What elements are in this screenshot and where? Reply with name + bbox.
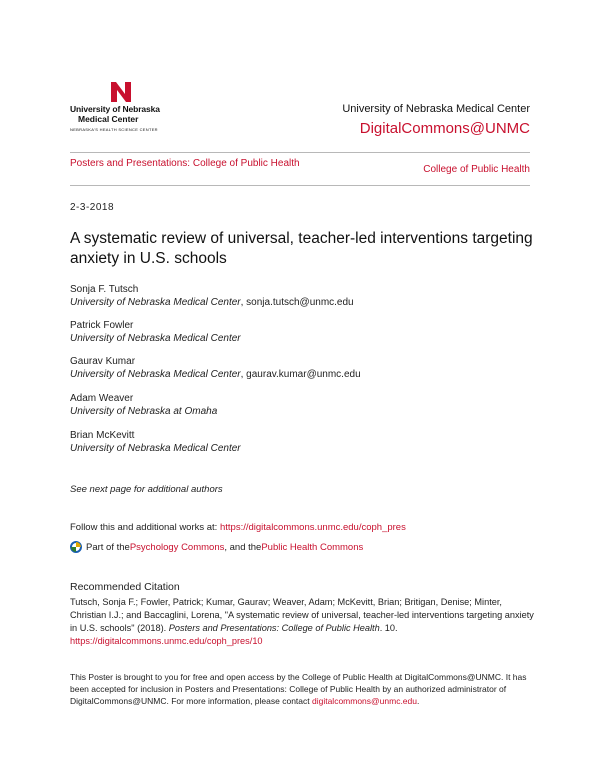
repository-link[interactable]: DigitalCommons@UNMC — [359, 120, 530, 137]
part-of-line — [70, 541, 363, 553]
header-divider — [70, 152, 530, 153]
collections-divider — [70, 185, 530, 186]
access-statement — [70, 671, 540, 707]
author-affiliation: University of Nebraska Medical Center — [70, 443, 241, 454]
author-affiliation: University of Nebraska at Omaha — [70, 406, 218, 417]
author-name: Patrick Fowler — [70, 320, 134, 331]
network-icon — [70, 541, 82, 553]
access-statement-text: This Poster is brought to you for free and open access by the College of Public Health at DigitalCommons@UNMC. It has been accepted for inclusion in Posters and Presentations: College of Public Health by an authorized administrator of DigitalCommons@UNMC. For more information, please contact — [70, 672, 527, 706]
follow-text: Follow this and additional works at: — [70, 522, 220, 533]
author-affiliation: University of Nebraska Medical Center — [70, 297, 241, 308]
citation-number: . 10. — [379, 623, 398, 633]
author-email: , gaurav.kumar@unmc.edu — [240, 369, 361, 380]
follow-line — [70, 522, 406, 533]
citation-series: Posters and Presentations: College of Public Health — [168, 623, 380, 633]
citation-text: Tutsch, Sonja F.; Fowler, Patrick; Kumar, Gaurav; Weaver, Adam; McKevitt, Brian; Britigan, Denise; Minter, Christian I.J.; and Baccaglini, Lorena, "A systematic review of universal, teacher-led interventions targeting anxiety in U.S. schools" (2018). — [70, 597, 534, 633]
access-statement-end: . — [417, 696, 420, 706]
author-name: Brian McKevitt — [70, 430, 135, 441]
author-affiliation: University of Nebraska Medical Center — [70, 369, 241, 380]
logo-tagline-text: NEBRASKA'S HEALTH SCIENCE CENTER — [70, 127, 158, 132]
author-entry — [70, 429, 241, 455]
citation-block — [70, 596, 540, 648]
header-institution: University of Nebraska Medical Center — [342, 103, 530, 115]
paper-title: A systematic review of universal, teacher-led interventions targeting anxiety in U.S. schools — [70, 230, 533, 267]
author-entry — [70, 283, 354, 309]
contact-email-link[interactable]: digitalcommons@unmc.edu — [311, 696, 417, 706]
unmc-logo-icon — [109, 80, 133, 104]
author-entry — [70, 319, 241, 345]
author-affiliation: University of Nebraska Medical Center — [70, 333, 241, 344]
author-name: Sonja F. Tutsch — [70, 284, 139, 295]
part-of-middle: , and the — [224, 541, 262, 553]
series-link[interactable]: Posters and Presentations: College of Public Health — [70, 158, 300, 169]
citation-url-link[interactable]: https://digitalcommons.unmc.edu/coph_pres/10 — [70, 636, 263, 646]
citation-heading: Recommended Citation — [70, 581, 180, 593]
logo-medical-center-text: Medical Center — [78, 114, 139, 124]
follow-url-link[interactable]: https://digitalcommons.unmc.edu/coph_pres — [219, 522, 406, 533]
college-link[interactable]: College of Public Health — [423, 164, 530, 175]
author-email: , sonja.tutsch@unmc.edu — [240, 297, 354, 308]
publication-date: 2-3-2018 — [70, 202, 115, 213]
author-name: Gaurav Kumar — [70, 356, 136, 367]
author-entry — [70, 355, 361, 381]
author-name: Adam Weaver — [70, 393, 134, 404]
public-health-commons-link[interactable]: Public Health Commons — [261, 541, 364, 553]
author-entry — [70, 392, 217, 418]
additional-authors-note: See next page for additional authors — [70, 484, 223, 495]
psychology-commons-link[interactable]: Psychology Commons — [129, 541, 225, 553]
logo-university-text: University of Nebraska — [70, 104, 160, 114]
part-of-prefix: Part of the — [86, 541, 130, 553]
